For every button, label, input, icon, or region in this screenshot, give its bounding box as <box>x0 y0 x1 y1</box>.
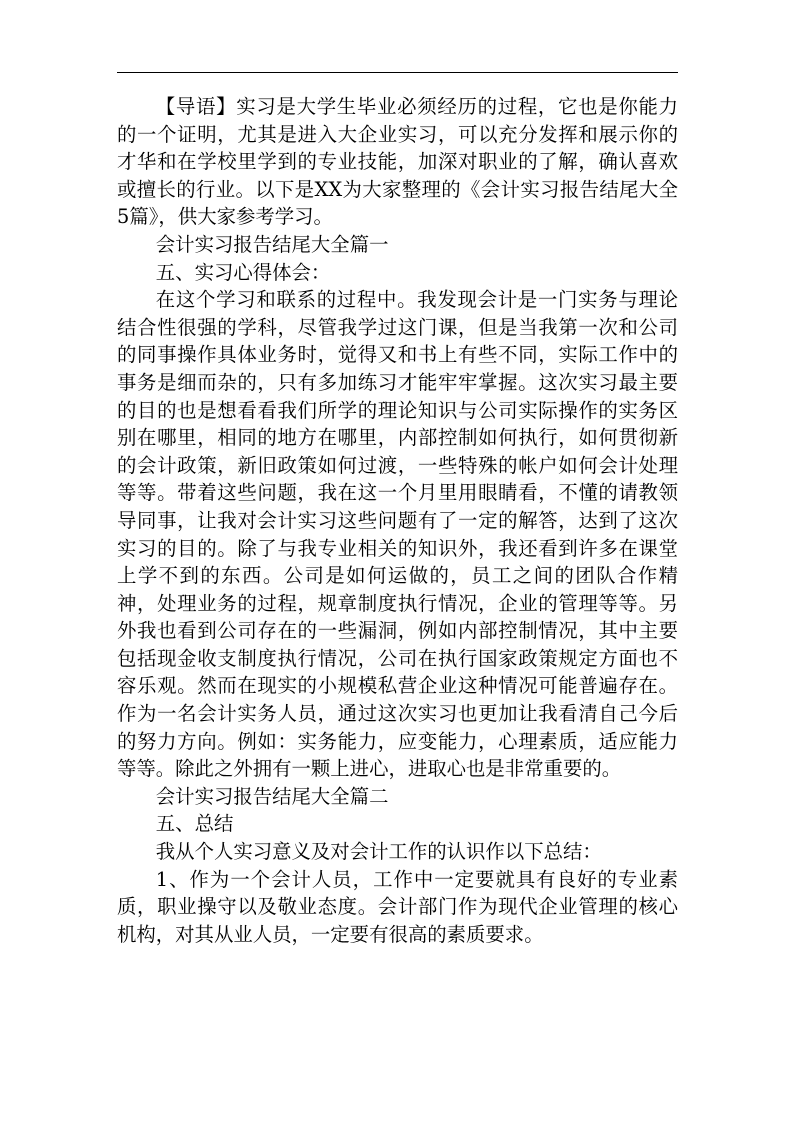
body-paragraph-summary-point-one: 1、作为一个会计人员，工作中一定要就具有良好的专业素质，职业操守以及敬业态度。会计部门作为现代企业管理的核心机构，对其从业人员，一定要有很高的素质要求。 <box>117 867 678 946</box>
intro-paragraph: 【导语】实习是大学生毕业必须经历的过程，它也是你能力的一个证明，尤其是进入大企业实习，可以充分发挥和展示你的才华和在学校里学到的专业技能，加深对职业的了解，确认喜欢或擅长的行业。以下是XX为大家整理的《会计实习报告结尾大全5篇》，供大家参考学习。 <box>117 95 678 229</box>
header-rule <box>117 72 678 73</box>
subsection-heading-summary: 五、总结 <box>155 812 234 836</box>
subsection-heading-experience: 五、实习心得体会： <box>155 260 331 284</box>
section-heading-part-two: 会计实习报告结尾大全篇二 <box>155 784 389 808</box>
body-paragraph-summary-intro: 我从个人实习意义及对会计工作的认识作以下总结： <box>155 840 602 864</box>
document-body <box>117 93 678 948</box>
body-paragraph-experience: 在这个学习和联系的过程中。我发现会计是一门实务与理论结合性很强的学科，尽管我学过这门课，但是当我第一次和公司的同事操作具体业务时，觉得又和书上有些不同，实际工作中的事务是细而杂的，只有多加练习才能牢牢掌握。这次实习最主要的目的也是想看看我们所学的理论知识与公司实际操作的实务区别在哪里，相同的地方在哪里，内部控制如何执行，如何贯彻新的会计政策，新旧政策如何过渡，一些特殊的帐户如何会计处理等等。带着这些问题，我在这一个月里用眼睛看，不懂的请教领导同事，让我对会计实习这些问题有了一定的解答，达到了这次实习的目的。除了与我专业相关的知识外，我还看到许多在课堂上学不到的东西。公司是如何运做的，员工之间的团队合作精神，处理业务的过程，规章制度执行情况，企业的管理等等。另外我也看到公司存在的一些漏洞，例如内部控制情况，其中主要包括现金收支制度执行情况，公司在执行国家政策规定方面也不容乐观。然而在现实的小规模私营企业这种情况可能普遍存在。作为一名会计实务人员，通过这次实习也更加让我看清自己今后的努力方向。例如：实务能力，应变能力，心理素质，适应能力等等。除此之外拥有一颗上进心，进取心也是非常重要的。 <box>117 288 678 781</box>
section-heading-part-one: 会计实习报告结尾大全篇一 <box>155 232 389 256</box>
